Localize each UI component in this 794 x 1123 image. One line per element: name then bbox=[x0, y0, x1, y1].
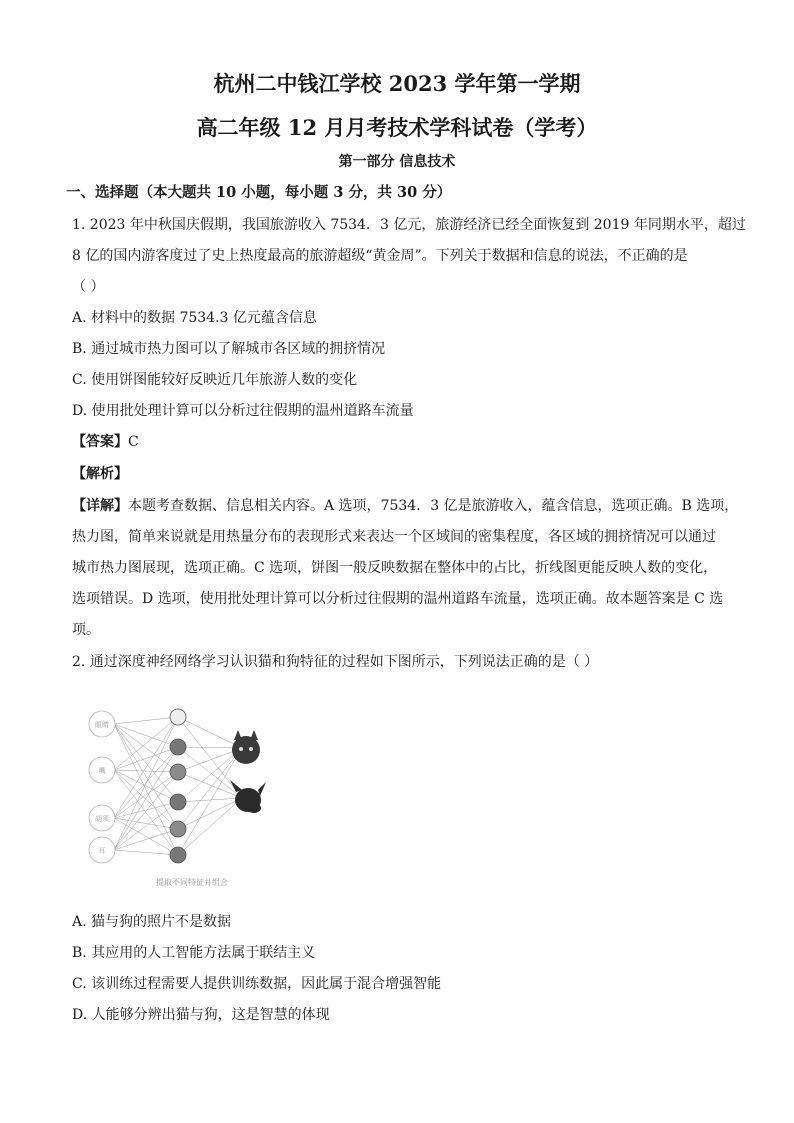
input-nodes bbox=[89, 711, 115, 863]
q1-detail-line: 城市热力图展现，选项正确。C 选项，饼图一般反映数据在整体中的占比，折线图更能反映人数的变化， bbox=[72, 560, 718, 576]
q1-detail-line: 项。 bbox=[72, 622, 100, 638]
q1-detail-line: 热力图，简单来说就是用热量分布的表现形式来表达一个区域间的密集程度，各区域的拥挤情况可以通过 bbox=[72, 529, 716, 545]
q1-stem-line: （ ） bbox=[72, 279, 105, 295]
input-label: 胡须 bbox=[95, 815, 109, 823]
neural-network-diagram bbox=[84, 692, 280, 892]
q2-option-d: D. 人能够分辨出猫与狗，这是智慧的体现 bbox=[72, 1007, 330, 1023]
q1-stem-line: 8 亿的国内游客度过了史上热度最高的旅游超级“黄金周”。下列关于数据和信息的说法，不正确的是 bbox=[72, 248, 688, 264]
exam-title-line2: 高二年级 12 月月考技术学科试卷（学考） bbox=[196, 115, 598, 140]
q1-analysis-tag bbox=[72, 463, 128, 483]
input-label: 嘴 bbox=[98, 767, 106, 775]
q1-option-d: D. 使用批处理计算可以分析过往假期的温州道路车流量 bbox=[72, 403, 414, 419]
exam-title-line1: 杭州二中钱江学校 2023 学年第一学期 bbox=[213, 71, 581, 96]
hidden-node bbox=[170, 709, 186, 725]
input-label: 耳 bbox=[98, 847, 106, 855]
part-heading: 第一部分 信息技术 bbox=[338, 154, 456, 170]
detail-text: 本题考查数据、信息相关内容。A 选项，7534．3 亿是旅游收入，蕴含信息，选项正确。B 选项， bbox=[128, 498, 739, 514]
dog-image-icon bbox=[230, 780, 266, 813]
hidden-nodes bbox=[170, 709, 186, 863]
cat-image-icon bbox=[232, 730, 260, 764]
analysis-tag: 【解析】 bbox=[72, 466, 128, 482]
q1-option-c: C. 使用饼图能较好反映近几年旅游人数的变化 bbox=[72, 372, 358, 388]
q1-option-b: B. 通过城市热力图可以了解城市各区域的拥挤情况 bbox=[72, 341, 386, 357]
q1-answer bbox=[72, 431, 139, 451]
q2-option-a: A. 猫与狗的照片不是数据 bbox=[72, 914, 232, 930]
hidden-node bbox=[170, 764, 186, 780]
q2-option-c: C. 该训练过程需要人提供训练数据，因此属于混合增强智能 bbox=[72, 976, 442, 992]
hidden-node bbox=[170, 821, 186, 837]
hidden-node bbox=[170, 739, 186, 755]
q2-stem: 2. 通过深度神经网络学习认识猫和狗特征的过程如下图所示，下列说法正确的是（ ） bbox=[72, 654, 599, 670]
q1-detail-line: 选项错误。D 选项，使用批处理计算可以分析过往假期的温州道路车流量，选项正确。故本题答案是 C 选 bbox=[72, 591, 724, 607]
hidden-node bbox=[170, 794, 186, 810]
section-heading: 一、选择题（本大题共 10 小题，每小题 3 分，共 30 分） bbox=[66, 184, 452, 201]
answer-tag: 【答案】 bbox=[72, 434, 128, 450]
answer-value: C bbox=[128, 434, 139, 450]
figure-caption: 提取不同特征并组合 bbox=[156, 878, 228, 887]
neural-network-figure bbox=[84, 692, 280, 892]
q2-option-b: B. 其应用的人工智能方法属于联结主义 bbox=[72, 945, 316, 961]
detail-tag: 【详解】 bbox=[72, 498, 128, 514]
q1-detail-line bbox=[72, 495, 738, 515]
q1-option-a: A. 材料中的数据 7534.3 亿元蕴含信息 bbox=[72, 310, 317, 326]
input-label: 眼睛 bbox=[95, 721, 109, 729]
hidden-node bbox=[170, 847, 186, 863]
q1-stem-line: 1. 2023 年中秋国庆假期，我国旅游收入 7534．3 亿元，旅游经济已经全面恢复到 2019 年同期水平，超过 bbox=[72, 217, 746, 233]
